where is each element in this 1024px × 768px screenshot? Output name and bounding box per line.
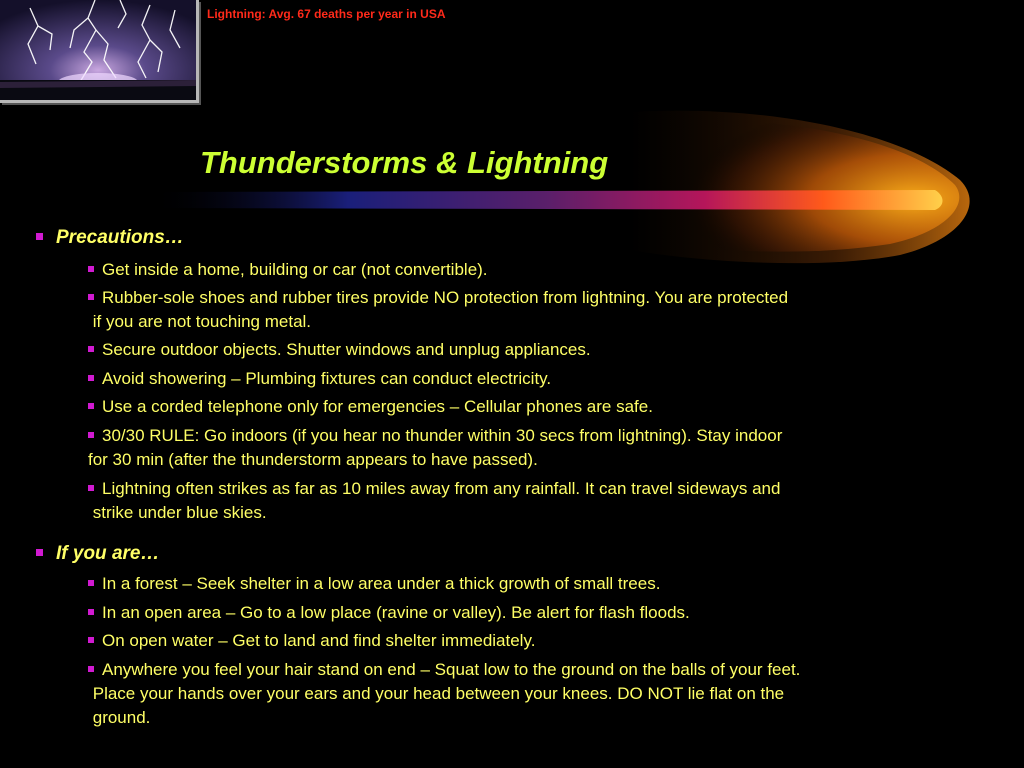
list-item-text: Secure outdoor objects. Shutter windows and unplug appliances.	[102, 340, 591, 359]
bullet-marker	[88, 346, 94, 352]
glow-head	[650, 119, 959, 251]
list-item-text: Get inside a home, building or car (not convertible).	[102, 260, 488, 279]
section-heading-precautions	[36, 227, 184, 249]
bullet-marker	[88, 609, 94, 615]
bullet-marker	[88, 432, 94, 438]
bullet-marker	[88, 375, 94, 381]
bullet-marker	[88, 485, 94, 491]
list-item-text: Avoid showering – Plumbing fixtures can conduct electricity.	[102, 369, 552, 388]
section-heading-label: Precautions…	[56, 227, 184, 248]
list-item	[88, 258, 918, 282]
list-item-text: In a forest – Seek shelter in a low area under a thick growth of small trees.	[102, 574, 661, 593]
caption: Lightning: Avg. 67 deaths per year in USA	[207, 7, 446, 21]
list-item	[88, 601, 918, 625]
list-item	[88, 424, 918, 472]
list-item-text: In an open area – Go to a low place (ravine or valley). Be alert for flash floods.	[102, 603, 690, 622]
list-item	[88, 286, 918, 334]
bullet-marker	[88, 637, 94, 643]
list-item	[88, 395, 918, 419]
slide-title: Thunderstorms & Lightning	[200, 145, 609, 180]
section-heading-if-you-are	[36, 543, 159, 565]
lightning-photo-icon	[0, 0, 199, 103]
list-item	[88, 572, 918, 596]
bullet-marker	[88, 294, 94, 300]
list-item-text: Rubber-sole shoes and rubber tires provide NO protection from lightning. You are protected if you are not touching metal.	[92, 288, 789, 331]
list-item	[88, 338, 918, 362]
list-item-text: Lightning often strikes as far as 10 miles away from any rainfall. It can travel sideways and strike under blue skies.	[92, 479, 781, 522]
list-item-text: Anywhere you feel your hair stand on end – Squat low to the ground on the balls of your feet. Place your hands over your ears and your head between your knees. DO NOT lie flat on the ground.	[92, 660, 801, 727]
bullet-marker	[36, 549, 43, 556]
bullet-marker	[88, 403, 94, 409]
glow-band	[630, 111, 970, 264]
list-item-text: On open water – Get to land and find shelter immediately.	[102, 631, 536, 650]
bullet-marker	[36, 233, 43, 240]
glow-streak	[150, 190, 943, 210]
bullet-marker	[88, 266, 94, 272]
list-item-text: Use a corded telephone only for emergencies – Cellular phones are safe.	[102, 397, 653, 416]
bullet-marker	[88, 580, 94, 586]
list-item	[88, 629, 918, 653]
bullet-marker	[88, 666, 94, 672]
list-item-text: 30/30 RULE: Go indoors (if you hear no thunder within 30 secs from lightning). Stay indoor for 30 min (after the thunderstorm appears to have passed).	[88, 426, 783, 469]
list-item	[88, 658, 918, 730]
list-item	[88, 477, 918, 525]
section-heading-label: If you are…	[56, 543, 160, 564]
list-item	[88, 367, 918, 391]
